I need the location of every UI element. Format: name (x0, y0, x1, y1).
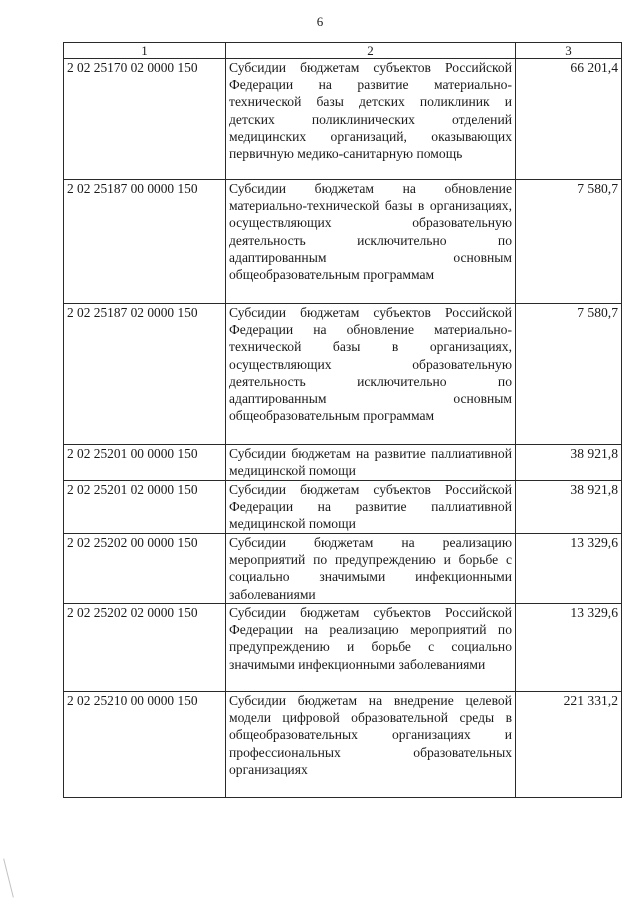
row-code: 2 02 25210 00 0000 150 (64, 692, 226, 798)
row-name: Субсидии бюджетам субъектов Российской Федерации на обновление материально-технической базы в организациях, осуществляющих образовательную деятельность исключительно по адаптированным основным общеобразовательным программам (226, 304, 516, 445)
row-name: Субсидии бюджетам на развитие паллиативной медицинской помощи (226, 445, 516, 481)
table-row (64, 692, 622, 798)
table-row (64, 534, 622, 604)
row-name: Субсидии бюджетам на внедрение целевой модели цифровой образовательной среды в общеобразовательных организациях и профессиональных образовательных организациях (226, 692, 516, 798)
table-row (64, 180, 622, 304)
row-code: 2 02 25187 00 0000 150 (64, 180, 226, 304)
table-row (64, 481, 622, 534)
row-code: 2 02 25170 02 0000 150 (64, 59, 226, 180)
row-amount: 7 580,7 (516, 180, 622, 304)
table-row (64, 445, 622, 481)
table-row (64, 304, 622, 445)
row-code: 2 02 25201 00 0000 150 (64, 445, 226, 481)
column-header-name: 2 (226, 43, 516, 59)
row-code: 2 02 25202 02 0000 150 (64, 604, 226, 692)
row-name: Субсидии бюджетам на реализацию мероприятий по предупреждению и борьбе с социально значимыми инфекционными заболеваниями (226, 534, 516, 604)
row-name: Субсидии бюджетам на обновление материально-технической базы в организациях, осуществляющих образовательную деятельность исключительно по адаптированным основным общеобразовательным программам (226, 180, 516, 304)
row-name: Субсидии бюджетам субъектов Российской Федерации на развитие паллиативной медицинской помощи (226, 481, 516, 534)
row-amount: 7 580,7 (516, 304, 622, 445)
budget-revenue-table (63, 42, 622, 798)
row-amount: 13 329,6 (516, 604, 622, 692)
scan-margin-mark (3, 858, 14, 897)
row-code: 2 02 25201 02 0000 150 (64, 481, 226, 534)
column-header-amount: 3 (516, 43, 622, 59)
row-amount: 13 329,6 (516, 534, 622, 604)
column-header-code: 1 (64, 43, 226, 59)
table-row (64, 59, 622, 180)
row-amount: 66 201,4 (516, 59, 622, 180)
row-amount: 38 921,8 (516, 445, 622, 481)
row-code: 2 02 25187 02 0000 150 (64, 304, 226, 445)
row-amount: 221 331,2 (516, 692, 622, 798)
page-number: 6 (316, 14, 324, 29)
row-code: 2 02 25202 00 0000 150 (64, 534, 226, 604)
row-name: Субсидии бюджетам субъектов Российской Федерации на развитие материально-технической базы детских поликлиник и детских поликлинических отделений медицинских организаций, оказывающих первичную медико-санитарную помощь (226, 59, 516, 180)
table-header-row (64, 43, 622, 59)
row-amount: 38 921,8 (516, 481, 622, 534)
row-name: Субсидии бюджетам субъектов Российской Федерации на реализацию мероприятий по предупреждению и борьбе с социально значимыми инфекционными заболеваниями (226, 604, 516, 692)
table-row (64, 604, 622, 692)
